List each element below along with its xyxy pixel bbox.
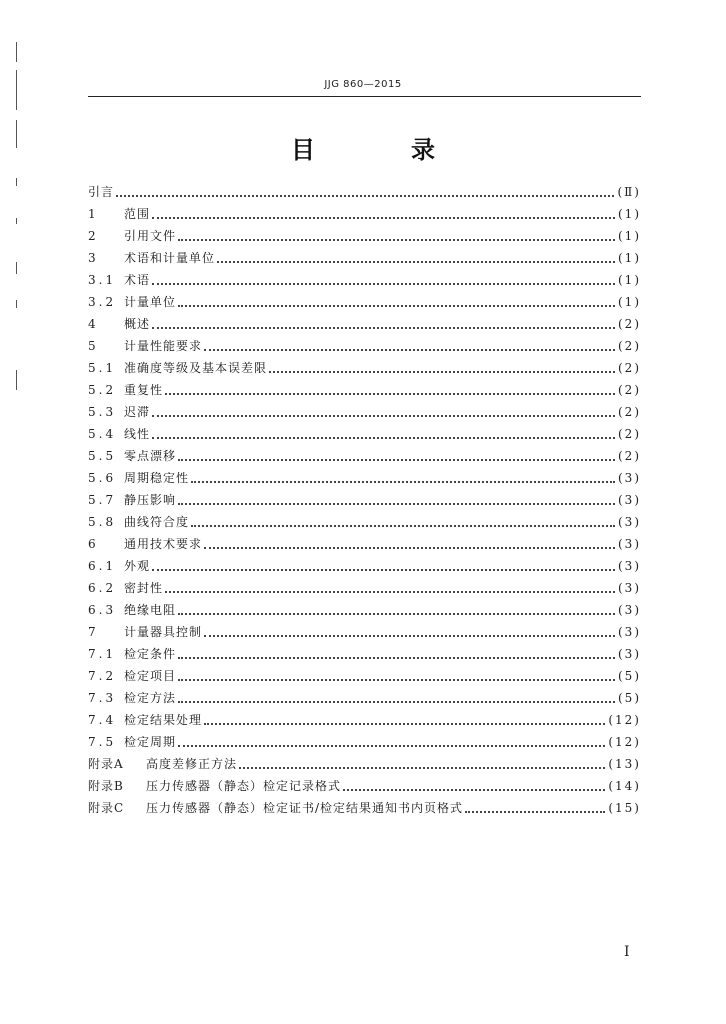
toc-entry-title: 范围 (124, 207, 151, 221)
scan-mark (16, 218, 17, 224)
toc-entry-page: (3) (618, 625, 641, 639)
toc-entry-number: 7 (88, 625, 99, 639)
toc-entry-title: 计量性能要求 (124, 339, 203, 353)
toc-leader-dots (204, 722, 605, 725)
toc-entry-title: 计量器具控制 (124, 625, 203, 639)
toc-entry-page: (Ⅱ) (617, 185, 641, 199)
toc-entry-title: 迟滞 (124, 405, 151, 419)
toc-entry-title: 曲线符合度 (124, 515, 190, 529)
toc-entry-title: 引用文件 (124, 229, 177, 243)
toc-entry-page: (1) (618, 251, 641, 265)
toc-entry-title: 检定结果处理 (124, 713, 203, 727)
toc-entry[interactable] (88, 203, 641, 225)
toc-entry-title: 术语和计量单位 (124, 251, 216, 265)
header-rule (88, 96, 641, 97)
toc-entry[interactable] (88, 423, 641, 445)
toc-entry-number: 6.3 (88, 603, 117, 617)
toc-leader-dots (178, 502, 615, 505)
toc-leader-dots (465, 810, 605, 813)
toc-entry-title: 检定周期 (124, 735, 177, 749)
toc-leader-dots (204, 634, 615, 637)
toc-leader-dots (152, 282, 615, 285)
toc-entry[interactable] (88, 445, 641, 467)
toc-entry-page: (1) (618, 273, 641, 287)
toc-entry-number: 5.3 (88, 405, 117, 419)
toc-entry[interactable] (88, 533, 641, 555)
toc-entry[interactable] (88, 401, 641, 423)
toc-leader-dots (116, 194, 614, 197)
toc-entry-number: 6 (88, 537, 99, 551)
toc-entry-page: (3) (618, 493, 641, 507)
toc-entry-number: 5 (88, 339, 99, 353)
toc-entry-title: 周期稳定性 (124, 471, 190, 485)
toc-entry-page: (2) (618, 317, 641, 331)
toc-entry-page: (15) (608, 801, 641, 815)
toc-entry-number: 1 (88, 207, 99, 221)
toc-entry-number: 6.2 (88, 581, 117, 595)
toc-leader-dots (152, 568, 615, 571)
toc-entry-page: (3) (618, 471, 641, 485)
scan-mark (16, 42, 17, 62)
toc-entry[interactable] (88, 643, 641, 665)
toc-entry[interactable] (88, 599, 641, 621)
toc-entry-title: 密封性 (124, 581, 164, 595)
toc-entry-number: 3.2 (88, 295, 117, 309)
toc-entry-title: 概述 (124, 317, 151, 331)
toc-entry-title: 线性 (124, 427, 151, 441)
toc-entry-number: 3 (88, 251, 99, 265)
toc-leader-dots (152, 216, 615, 219)
toc-leader-dots (191, 524, 615, 527)
toc-entry-number: 5.5 (88, 449, 117, 463)
toc-leader-dots (269, 370, 615, 373)
toc-entry-title: 压力传感器（静态）检定记录格式 (146, 779, 342, 793)
scan-mark (16, 300, 17, 308)
toc-entry-page: (13) (608, 757, 641, 771)
toc-entry[interactable] (88, 379, 641, 401)
toc-entry-title: 术语 (124, 273, 151, 287)
toc-leader-dots (239, 766, 605, 769)
toc-entry-page: (2) (618, 449, 641, 463)
toc-entry-page: (1) (618, 295, 641, 309)
toc-entry-page: (14) (608, 779, 641, 793)
toc-entry-page: (1) (618, 229, 641, 243)
scan-mark (16, 370, 17, 390)
toc-leader-dots (178, 678, 615, 681)
toc-entry[interactable] (88, 291, 641, 313)
toc-entry-title: 检定项目 (124, 669, 177, 683)
toc-entry-page: (3) (618, 603, 641, 617)
toc-entry[interactable] (88, 225, 641, 247)
toc-entry[interactable] (88, 313, 641, 335)
toc-entry-title: 绝缘电阻 (124, 603, 177, 617)
toc-leader-dots (178, 700, 615, 703)
toc-entry-number: 5.1 (88, 361, 117, 375)
toc-entry-page: (3) (618, 515, 641, 529)
toc-entry-page: (5) (618, 691, 641, 705)
toc-entry[interactable] (88, 489, 641, 511)
toc-entry-page: (12) (608, 713, 641, 727)
toc-entry[interactable] (88, 621, 641, 643)
scan-mark (16, 262, 17, 274)
toc-leader-dots (178, 744, 605, 747)
toc-leader-dots (178, 304, 615, 307)
toc-entry-page: (2) (618, 339, 641, 353)
toc-entry-page: (3) (618, 559, 641, 573)
toc-entry-title: 重复性 (124, 383, 164, 397)
toc-entry-number: 3.1 (88, 273, 117, 287)
toc-entry-title: 计量单位 (124, 295, 177, 309)
toc-entry-title: 外观 (124, 559, 151, 573)
toc-leader-dots (178, 612, 615, 615)
scan-mark (16, 70, 17, 110)
toc-leader-dots (204, 546, 615, 549)
table-of-contents (88, 181, 641, 819)
toc-leader-dots (178, 238, 615, 241)
toc-entry[interactable] (88, 269, 641, 291)
toc-entry[interactable] (88, 357, 641, 379)
toc-entry-title: 检定条件 (124, 647, 177, 661)
toc-entry-title: 零点漂移 (124, 449, 177, 463)
toc-entry[interactable] (88, 577, 641, 599)
toc-entry-page: (2) (618, 361, 641, 375)
scan-mark (16, 178, 17, 186)
toc-leader-dots (178, 458, 615, 461)
toc-entry-page: (5) (618, 669, 641, 683)
toc-entry-number: 5.6 (88, 471, 117, 485)
toc-leader-dots (204, 348, 615, 351)
toc-entry[interactable] (88, 665, 641, 687)
toc-entry[interactable] (88, 335, 641, 357)
toc-entry[interactable] (88, 247, 641, 269)
toc-entry-number: 附录B (88, 779, 124, 793)
toc-entry[interactable] (88, 797, 641, 819)
toc-entry-number: 7.3 (88, 691, 117, 705)
toc-entry-title: 静压影响 (124, 493, 177, 507)
toc-entry-page: (2) (618, 427, 641, 441)
toc-entry-page: (1) (618, 207, 641, 221)
toc-leader-dots (217, 260, 615, 263)
page-title: 目 录 (291, 136, 471, 164)
toc-entry-number: 5.2 (88, 383, 117, 397)
toc-leader-dots (165, 590, 615, 593)
toc-entry-number: 5.8 (88, 515, 117, 529)
toc-entry[interactable] (88, 555, 641, 577)
toc-entry-page: (3) (618, 537, 641, 551)
toc-entry[interactable] (88, 687, 641, 709)
toc-entry-title: 压力传感器（静态）检定证书/检定结果通知书内页格式 (146, 801, 464, 815)
toc-entry[interactable] (88, 511, 641, 533)
toc-entry-page: (2) (618, 383, 641, 397)
toc-entry-number: 4 (88, 317, 99, 331)
toc-leader-dots (152, 436, 615, 439)
toc-entry[interactable] (88, 467, 641, 489)
toc-entry-page: (2) (618, 405, 641, 419)
toc-entry-title: 准确度等级及基本误差限 (124, 361, 268, 375)
toc-entry-page: (3) (618, 647, 641, 661)
toc-entry[interactable] (88, 753, 641, 775)
toc-entry-number: 6.1 (88, 559, 117, 573)
toc-entry[interactable] (88, 181, 641, 203)
toc-leader-dots (152, 326, 615, 329)
toc-entry-title: 高度差修正方法 (146, 757, 238, 771)
toc-entry-number: 5.7 (88, 493, 117, 507)
toc-leader-dots (178, 656, 615, 659)
toc-leader-dots (152, 414, 615, 417)
toc-entry-title: 引言 (88, 185, 115, 199)
toc-entry-number: 7.1 (88, 647, 117, 661)
toc-entry[interactable] (88, 731, 641, 753)
toc-entry-page: (12) (608, 735, 641, 749)
toc-leader-dots (191, 480, 615, 483)
toc-leader-dots (165, 392, 615, 395)
toc-entry-title: 通用技术要求 (124, 537, 203, 551)
toc-entry-number: 7.2 (88, 669, 117, 683)
page-number: I (624, 944, 630, 960)
toc-leader-dots (343, 788, 605, 791)
toc-entry[interactable] (88, 775, 641, 797)
toc-entry-number: 附录A (88, 757, 124, 771)
toc-entry-number: 5.4 (88, 427, 117, 441)
standard-code: JJG 860—2015 (324, 79, 402, 90)
toc-entry-page: (3) (618, 581, 641, 595)
toc-entry[interactable] (88, 709, 641, 731)
toc-entry-title: 检定方法 (124, 691, 177, 705)
toc-entry-number: 7.5 (88, 735, 117, 749)
toc-entry-number: 附录C (88, 801, 125, 815)
toc-entry-number: 2 (88, 229, 99, 243)
toc-entry-number: 7.4 (88, 713, 117, 727)
